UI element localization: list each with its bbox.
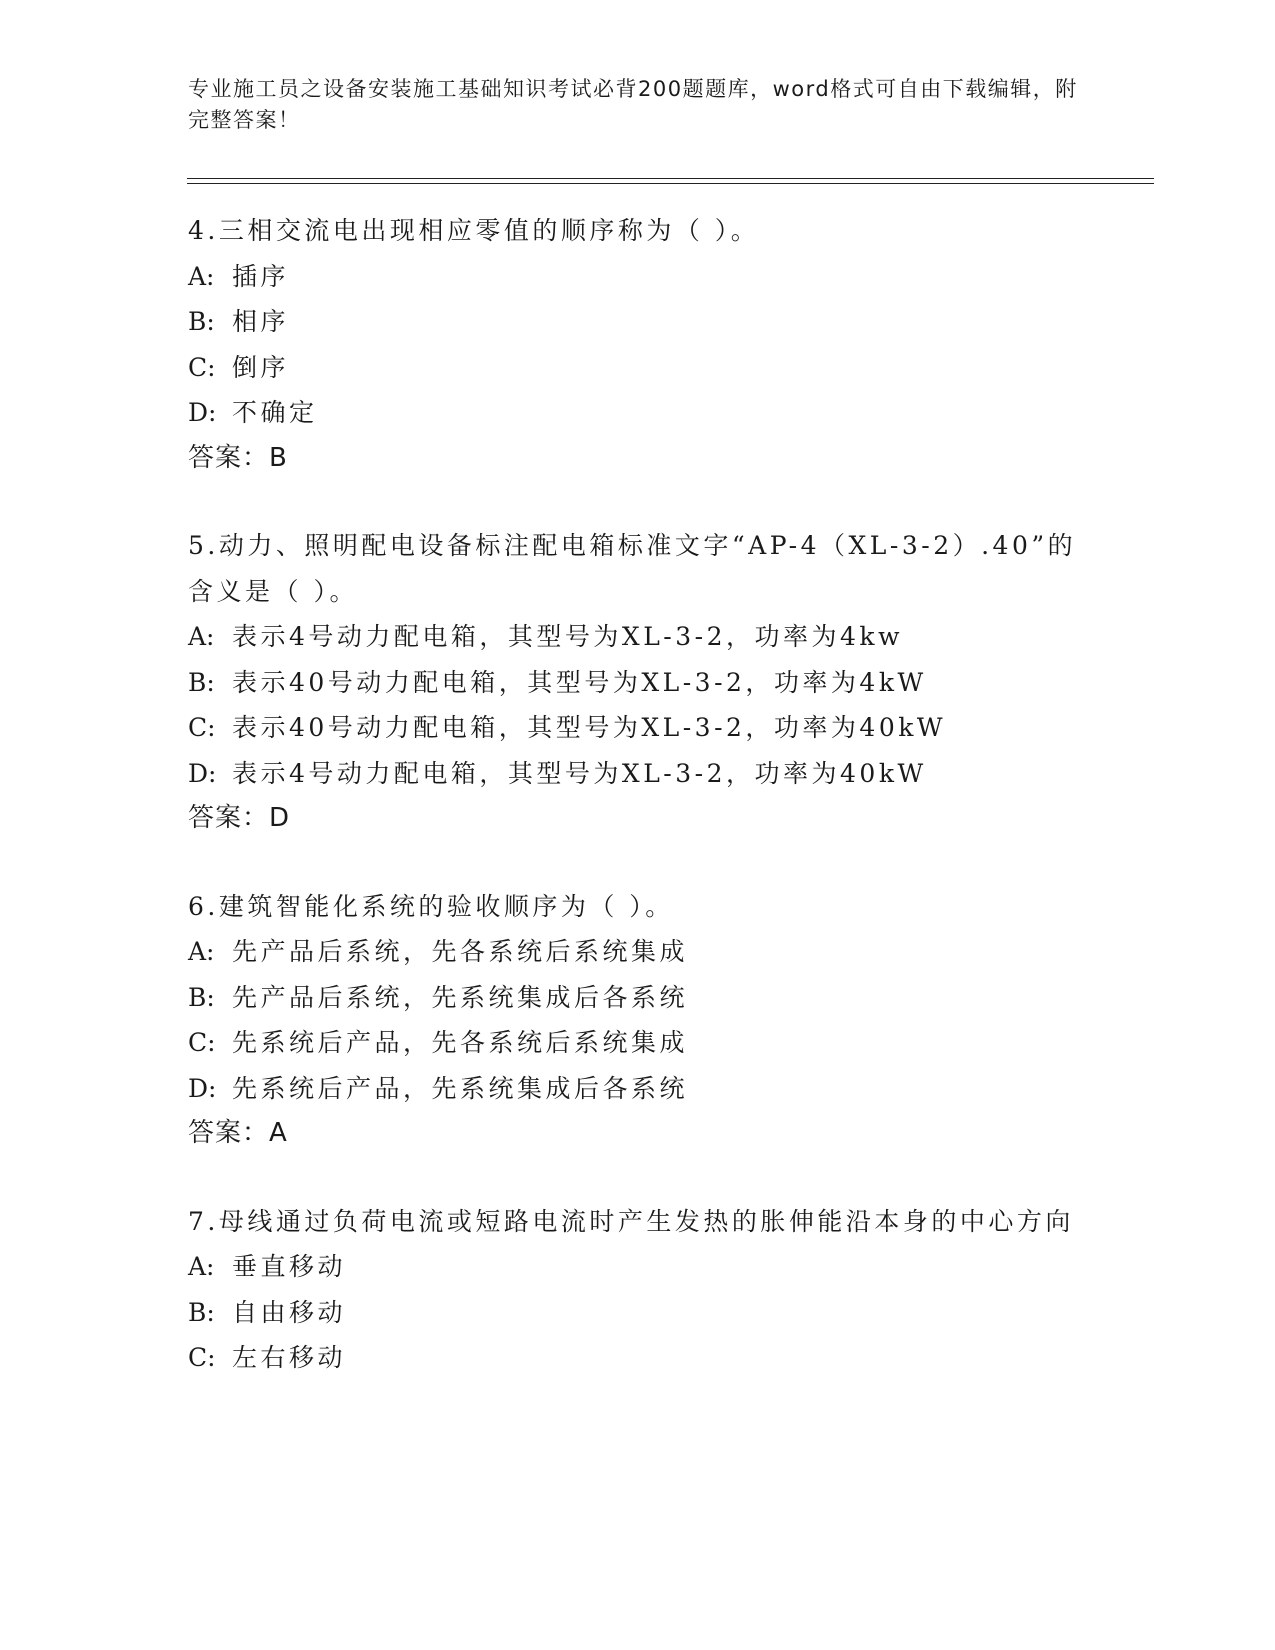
option-text: 表示4号动力配电箱，其型号为XL-3-2，功率为40kW [232,758,927,788]
option-text: 表示4号动力配电箱，其型号为XL-3-2，功率为4kw [232,622,903,651]
option-letter: A: [188,261,215,291]
option-letter: A: [188,622,215,651]
option-letter: B: [188,1297,215,1327]
option-b [188,975,1088,1021]
question-item [188,1199,1088,1381]
option-letter: B: [188,667,215,697]
option-text: 不确定 [232,398,318,427]
option-d [188,390,1088,436]
question-text: 6.建筑智能化系统的验收顺序为（ ）。 [188,891,674,921]
question-text: 5.动力、照明配电设备标注配电箱标准文字“AP-4（XL-3-2）.40”的含义是（ ）。 [188,531,1077,606]
option-c [188,345,1088,391]
option-letter: C: [188,1343,216,1372]
option-text: 左右移动 [232,1343,347,1372]
option-text: 先产品后系统，先系统集成后各系统 [232,982,689,1012]
option-a [188,929,1088,975]
option-text: 表示40号动力配电箱，其型号为XL-3-2，功率为4kW [232,667,927,697]
header-divider [187,178,1154,179]
option-letter: D: [188,758,217,788]
answer-line: 答案：A [188,1118,288,1148]
document-header: 专业施工员之设备安装施工基础知识考试必背200题题库，word格式可自由下载编辑，附完整答案！ [188,77,1078,132]
option-letter: D: [188,398,217,427]
option-b [188,299,1088,345]
option-letter: C: [188,1028,216,1057]
header-divider-second [187,183,1154,184]
option-text: 表示40号动力配电箱，其型号为XL-3-2，功率为40kW [232,713,947,742]
option-text: 先系统后产品，先系统集成后各系统 [232,1073,689,1103]
option-a [188,1244,1088,1290]
question-list [188,208,1088,1423]
option-d [188,1066,1088,1112]
question-item [188,523,1088,842]
question-item [188,208,1088,481]
option-b [188,1290,1088,1336]
option-text: 相序 [232,307,290,336]
option-c [188,1335,1088,1381]
question-text: 7.母线通过负荷电流或短路电流时产生发热的胀伸能沿本身的中心方向 [188,1206,1074,1236]
option-text: 先产品后系统，先各系统后系统集成 [232,937,689,966]
option-a [188,614,1088,660]
option-text: 自由移动 [232,1297,347,1327]
option-letter: C: [188,713,216,742]
option-text: 先系统后产品，先各系统后系统集成 [232,1028,689,1057]
option-d [188,751,1088,797]
option-text: 插序 [232,261,290,291]
answer-line: 答案：B [188,442,288,473]
option-text: 垂直移动 [232,1252,347,1281]
option-text: 倒序 [232,352,290,382]
option-b [188,660,1088,706]
option-letter: A: [188,937,215,966]
question-text: 4.三相交流电出现相应零值的顺序称为（ ）。 [188,216,760,245]
option-letter: D: [188,1073,217,1103]
option-c [188,705,1088,751]
option-letter: B: [188,982,215,1012]
option-c [188,1020,1088,1066]
option-letter: B: [188,307,215,336]
option-letter: A: [188,1252,215,1281]
answer-line: 答案：D [188,803,291,833]
option-letter: C: [188,352,216,382]
question-item [188,884,1088,1157]
option-a [188,254,1088,300]
